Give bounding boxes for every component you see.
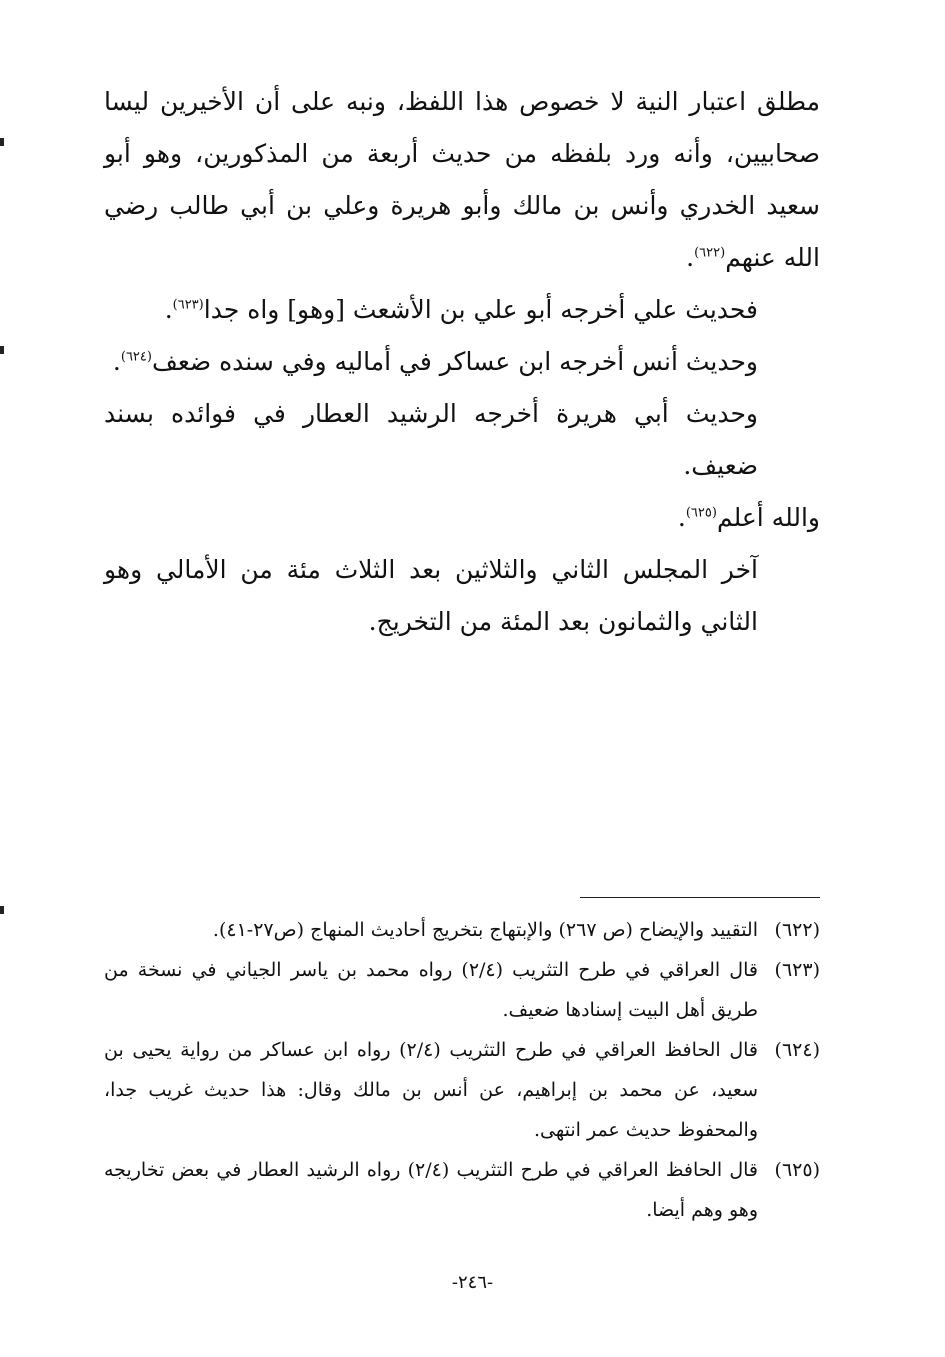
footnote-number: (٦٢٣) <box>774 959 820 981</box>
paragraph-2-text: فحديث علي أخرجه أبو علي بن الأشعث [وهو] واه جدا <box>203 295 758 324</box>
paragraph-5-end: . <box>677 503 686 532</box>
paragraph-6 <box>104 544 820 648</box>
footnote-ref-624[interactable]: (٦٢٤) <box>120 349 152 365</box>
paragraph-5-text: والله أعلم <box>716 503 820 532</box>
margin-mark <box>0 346 4 354</box>
footnote-625 <box>104 1150 820 1230</box>
paragraph-1-text: مطلق اعتبار النية لا خصوص هذا اللفظ، ونبه على أن الأخيرين ليسا صحابيين، وأنه ورد بلفظه من حديث أربعة من المذكورين، وهو أبو سعيد الخدري وأنس بن مالك وأبو هريرة وعلي بن أبي طالب رضي الله عنهم <box>104 87 820 272</box>
paragraph-2-end: . <box>164 295 173 324</box>
page-number: -٢٤٦- <box>451 1272 494 1293</box>
footnote-separator <box>580 897 820 898</box>
footnote-ref-625[interactable]: (٦٢٥) <box>685 505 717 521</box>
margin-mark <box>0 906 4 914</box>
footnote-text: قال العراقي في طرح التثريب (٢/٤) رواه محمد بن ياسر الجياني في نسخة من طريق أهل البيت إسنادها ضعيف. <box>104 959 758 1021</box>
footnote-text: قال الحافظ العراقي في طرح التثريب (٢/٤) رواه الرشيد العطار في بعض تخاريجه وهو وهم أيضا. <box>104 1159 758 1221</box>
paragraph-3 <box>104 336 820 388</box>
footnote-number: (٦٢٢) <box>774 919 820 941</box>
footnote-text: التقييد والإيضاح (ص ٢٦٧) والإبتهاج بتخريج أحاديث المنهاج (ص٢٧-٤١). <box>212 919 758 941</box>
footnote-number: (٦٢٤) <box>774 1039 820 1061</box>
footnote-text: قال الحافظ العراقي في طرح التثريب (٢/٤) رواه ابن عساكر من رواية يحيى بن سعيد، عن محمد بن إبراهيم، عن أنس بن مالك وقال: هذا حديث غريب جدا، والمحفوظ حديث عمر انتهى. <box>104 1039 759 1141</box>
paragraph-3-end: . <box>112 347 121 376</box>
paragraph-1-end: . <box>686 243 695 272</box>
paragraph-4 <box>104 388 820 492</box>
paragraph-3-text: وحديث أنس أخرجه ابن عساكر في أماليه وفي سنده ضعف <box>151 347 758 376</box>
main-text <box>104 76 820 648</box>
footnote-624 <box>104 1030 820 1150</box>
footnote-number: (٦٢٥) <box>774 1159 820 1181</box>
footnote-ref-623[interactable]: (٦٢٣) <box>172 297 204 313</box>
paragraph-5 <box>104 492 820 544</box>
paragraph-1 <box>104 76 820 284</box>
footnote-ref-622[interactable]: (٦٢٢) <box>694 245 726 261</box>
margin-mark <box>0 138 4 146</box>
footnote-623 <box>104 950 820 1030</box>
paragraph-4-text: وحديث أبي هريرة أخرجه الرشيد العطار في فوائده بسند ضعيف. <box>104 399 758 480</box>
footnotes <box>104 910 820 1230</box>
footnote-622 <box>104 910 820 950</box>
paragraph-6-text: آخر المجلس الثاني والثلاثين بعد الثلاث مئة من الأمالي وهو الثاني والثمانون بعد المئة من التخريج. <box>104 555 758 636</box>
paragraph-2 <box>104 284 820 336</box>
